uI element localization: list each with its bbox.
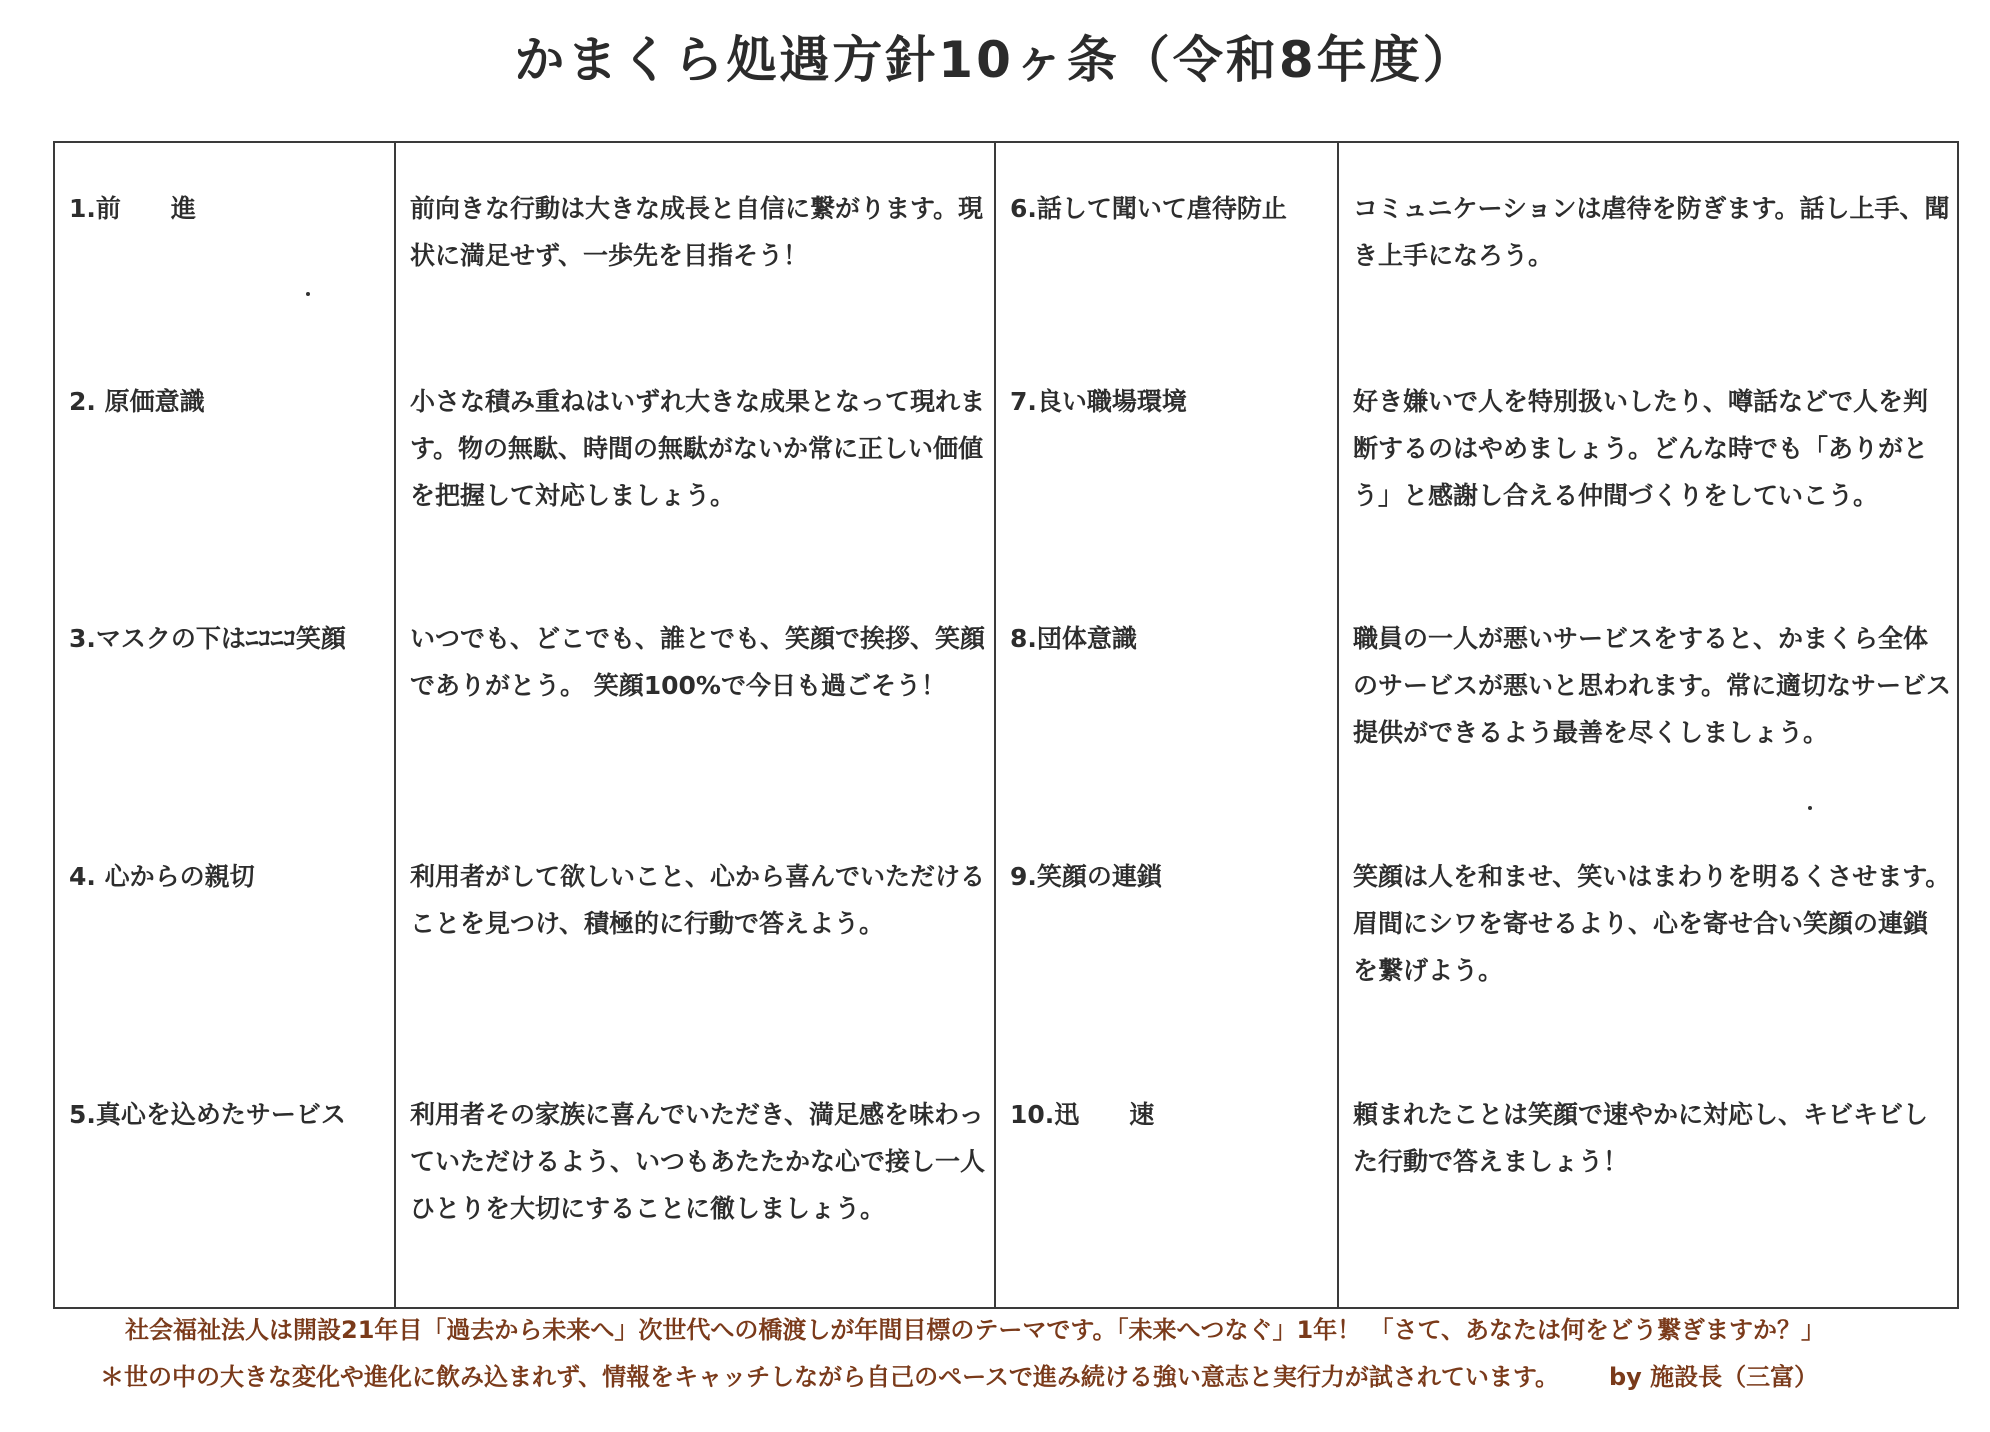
- policy-text-1: 前向きな行動は大きな成長と自信に繋がります。現状に満足せず、一歩先を目指そう！: [410, 194, 984, 270]
- policy-text-9: 笑顔は人を和ませ、笑いはまわりを明るくさせます。眉間にシワを寄せるより、心を寄せ合い笑顔の連鎖を繋げよう。: [1353, 862, 1951, 985]
- document-title: かまくら処遇方針10ヶ条（令和8年度）: [514, 31, 1476, 89]
- policy-heading-6: 6.話して聞いて虐待防止: [1010, 194, 1287, 223]
- footer-note-text: ＊世の中の大きな変化や進化に飲み込まれず、情報をキャッチしながら自己のペースで進み続ける強い意志と実行力が試されています。: [100, 1363, 1559, 1391]
- scan-speck: [306, 292, 310, 296]
- policy-heading-2: 2. 原価意識: [69, 387, 205, 416]
- footer-byline: by 施設長（三富）: [1608, 1363, 1819, 1391]
- policy-text-7: 好き嫌いで人を特別扱いしたり、噂話などで人を判断するのはやめましょう。どんな時でも「ありがとう」と感謝し合える仲間づくりをしていこう。: [1353, 387, 1929, 510]
- policy-heading-9: 9.笑顔の連鎖: [1010, 862, 1162, 891]
- policy-text-4: 利用者がして欲しいこと、心から喜んでいただけることを見つけ、積極的に行動で答えよう。: [410, 862, 986, 938]
- policy-text-3: いつでも、どこでも、誰とでも、笑顔で挨拶、笑顔でありがとう。 笑顔100%で今日も過ごそう！: [410, 624, 986, 700]
- policy-text-2: 小さな積み重ねはいずれ大きな成果となって現れます。物の無駄、時間の無駄がないか常に正しい価値を把握して対応しましょう。: [410, 387, 986, 510]
- policy-text-10: 頼まれたことは笑顔で速やかに対応し、キビキビした行動で答えましょう！: [1353, 1100, 1929, 1176]
- policy-heading-1: 1.前 進: [69, 194, 196, 223]
- headings-column-left: [55, 143, 396, 1307]
- footer-note-line: [100, 1357, 1990, 1392]
- policy-heading-10: 10.迅 速: [1010, 1100, 1155, 1129]
- policy-text-6: コミュニケーションは虐待を防ぎます。話し上手、聞き上手になろう。: [1353, 194, 1950, 270]
- policy-text-8: 職員の一人が悪いサービスをすると、かまくら全体のサービスが悪いと思われます。常に適切なサービス提供ができるよう最善を尽くしましょう。: [1353, 624, 1952, 747]
- scan-speck: [1808, 806, 1812, 810]
- policy-heading-7: 7.良い職場環境: [1010, 387, 1187, 416]
- policy-text-5: 利用者その家族に喜んでいただき、満足感を味わっていただけるよう、いつもあたたかな心で接し一人ひとりを大切にすることに徹しましょう。: [410, 1100, 986, 1223]
- descriptions-column-left: [396, 143, 996, 1307]
- policy-heading-4: 4. 心からの親切: [69, 862, 255, 891]
- descriptions-column-right: [1339, 143, 1957, 1307]
- policy-heading-3: 3.マスクの下はﾆｺﾆｺ笑顔: [69, 624, 346, 653]
- policy-heading-5: 5.真心を込めたサービス: [69, 1100, 346, 1129]
- policy-table: [53, 141, 1959, 1309]
- headings-column-right: [996, 143, 1339, 1307]
- policy-heading-8: 8.団体意識: [1010, 624, 1137, 653]
- footer-theme-line: 社会福祉法人は開設21年目「過去から未来へ」次世代への橋渡しが年間目標のテーマです。「未来へつなぐ」1年！ 「さて、あなたは何をどう繋ぎますか？」: [125, 1316, 1826, 1344]
